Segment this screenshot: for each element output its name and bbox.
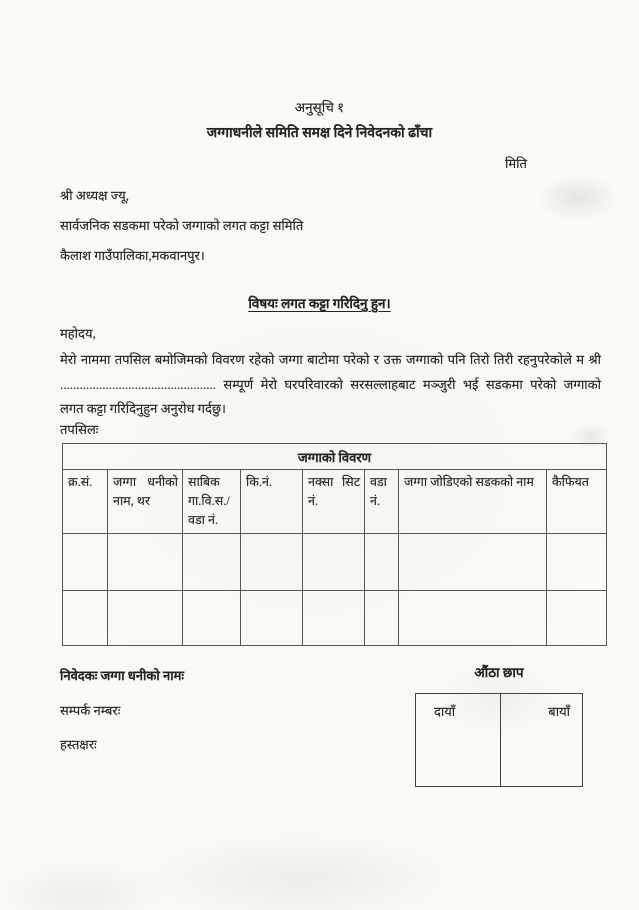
table-caption-row bbox=[63, 444, 607, 470]
column-header-serial-no: क्र.सं. bbox=[63, 470, 108, 534]
salutation: महोदय, bbox=[60, 326, 96, 341]
thumbprint-box bbox=[415, 693, 583, 787]
table-caption: जग्गाको विवरण bbox=[63, 444, 607, 470]
empty-data-cell bbox=[399, 591, 547, 646]
empty-data-cell bbox=[303, 534, 365, 591]
signature-label: हस्तक्षरः bbox=[60, 737, 97, 752]
contact-number-label: सम्पर्क नम्बरः bbox=[60, 703, 121, 718]
land-details-table bbox=[62, 443, 607, 646]
paragraph-line-2: ................................................ सम्पूर्ण मेरो घरपरिवारको सरसल्लाहबाट मञ्जुरी भई सडकमा परेको जग्गाको bbox=[60, 376, 601, 392]
right-thumb-label: दायाँ bbox=[434, 704, 456, 719]
empty-data-cell bbox=[63, 534, 108, 591]
thumbprint-title: औंठा छाप bbox=[474, 665, 524, 680]
recipient-line-2: सार्वजनिक सडकमा परेको जग्गाको लगत कट्टा समिति bbox=[60, 218, 304, 233]
empty-data-cell bbox=[183, 591, 241, 646]
column-header-former-vdc-ward-no: साबिक गा.वि.स./वडा नं. bbox=[183, 470, 241, 534]
applicant-name-label: निवेदकः जग्गा धनीको नामः bbox=[60, 668, 184, 683]
table-row bbox=[63, 534, 607, 591]
empty-data-cell bbox=[303, 591, 365, 646]
column-header-owner-name: जग्गा धनीको नाम, थर bbox=[108, 470, 183, 534]
table-header-row bbox=[63, 470, 607, 534]
column-header-remarks: कैफियत bbox=[547, 470, 607, 534]
empty-data-cell bbox=[399, 534, 547, 591]
details-label: तपसिलः bbox=[60, 422, 99, 437]
empty-data-cell bbox=[241, 534, 303, 591]
column-header-connected-road-name: जग्गा जोडिएको सडकको नाम bbox=[399, 470, 547, 534]
empty-data-cell bbox=[241, 591, 303, 646]
recipient-line-3: कैलाश गाउँपालिका,मकवानपुर। bbox=[60, 248, 205, 263]
empty-data-cell bbox=[365, 534, 399, 591]
right-thumb-cell bbox=[416, 694, 501, 786]
column-header-map-sheet-no: नक्सा सिट नं. bbox=[303, 470, 365, 534]
column-header-ward-no: वडा नं. bbox=[365, 470, 399, 534]
empty-data-cell bbox=[547, 534, 607, 591]
column-header-plot-no: कि.नं. bbox=[241, 470, 303, 534]
table-row bbox=[63, 591, 607, 646]
empty-data-cell bbox=[63, 591, 108, 646]
annex-label: अनुसूचि १ bbox=[294, 100, 345, 115]
empty-data-cell bbox=[108, 534, 183, 591]
date-label: मिति bbox=[505, 156, 527, 171]
empty-data-cell bbox=[183, 534, 241, 591]
empty-data-cell bbox=[365, 591, 399, 646]
empty-data-cell bbox=[547, 591, 607, 646]
application-paragraph bbox=[60, 348, 601, 422]
paragraph-line-1: मेरो नाममा तपसिल बमोजिमको विवरण रहेको जग्गा बाटोमा परेको र उक्त जग्गाको पनि तिरो तिरी रहनुपरेकोले म श्री bbox=[60, 352, 601, 367]
subject-line: विषयः लगत कट्टा गरिदिनु हुन। bbox=[248, 296, 391, 311]
paragraph-line-3: लगत कट्टा गरिदिनुहुन अनुरोध गर्दछु। bbox=[60, 401, 226, 416]
recipient-line-1: श्री अध्यक्ष ज्यू, bbox=[60, 188, 129, 203]
empty-data-cell bbox=[108, 591, 183, 646]
left-thumb-label: बायाँ bbox=[548, 704, 570, 719]
left-thumb-cell bbox=[501, 694, 582, 786]
form-title: जग्गाधनीले समिति समक्ष दिने निवेदनको ढाँचा bbox=[206, 126, 433, 141]
